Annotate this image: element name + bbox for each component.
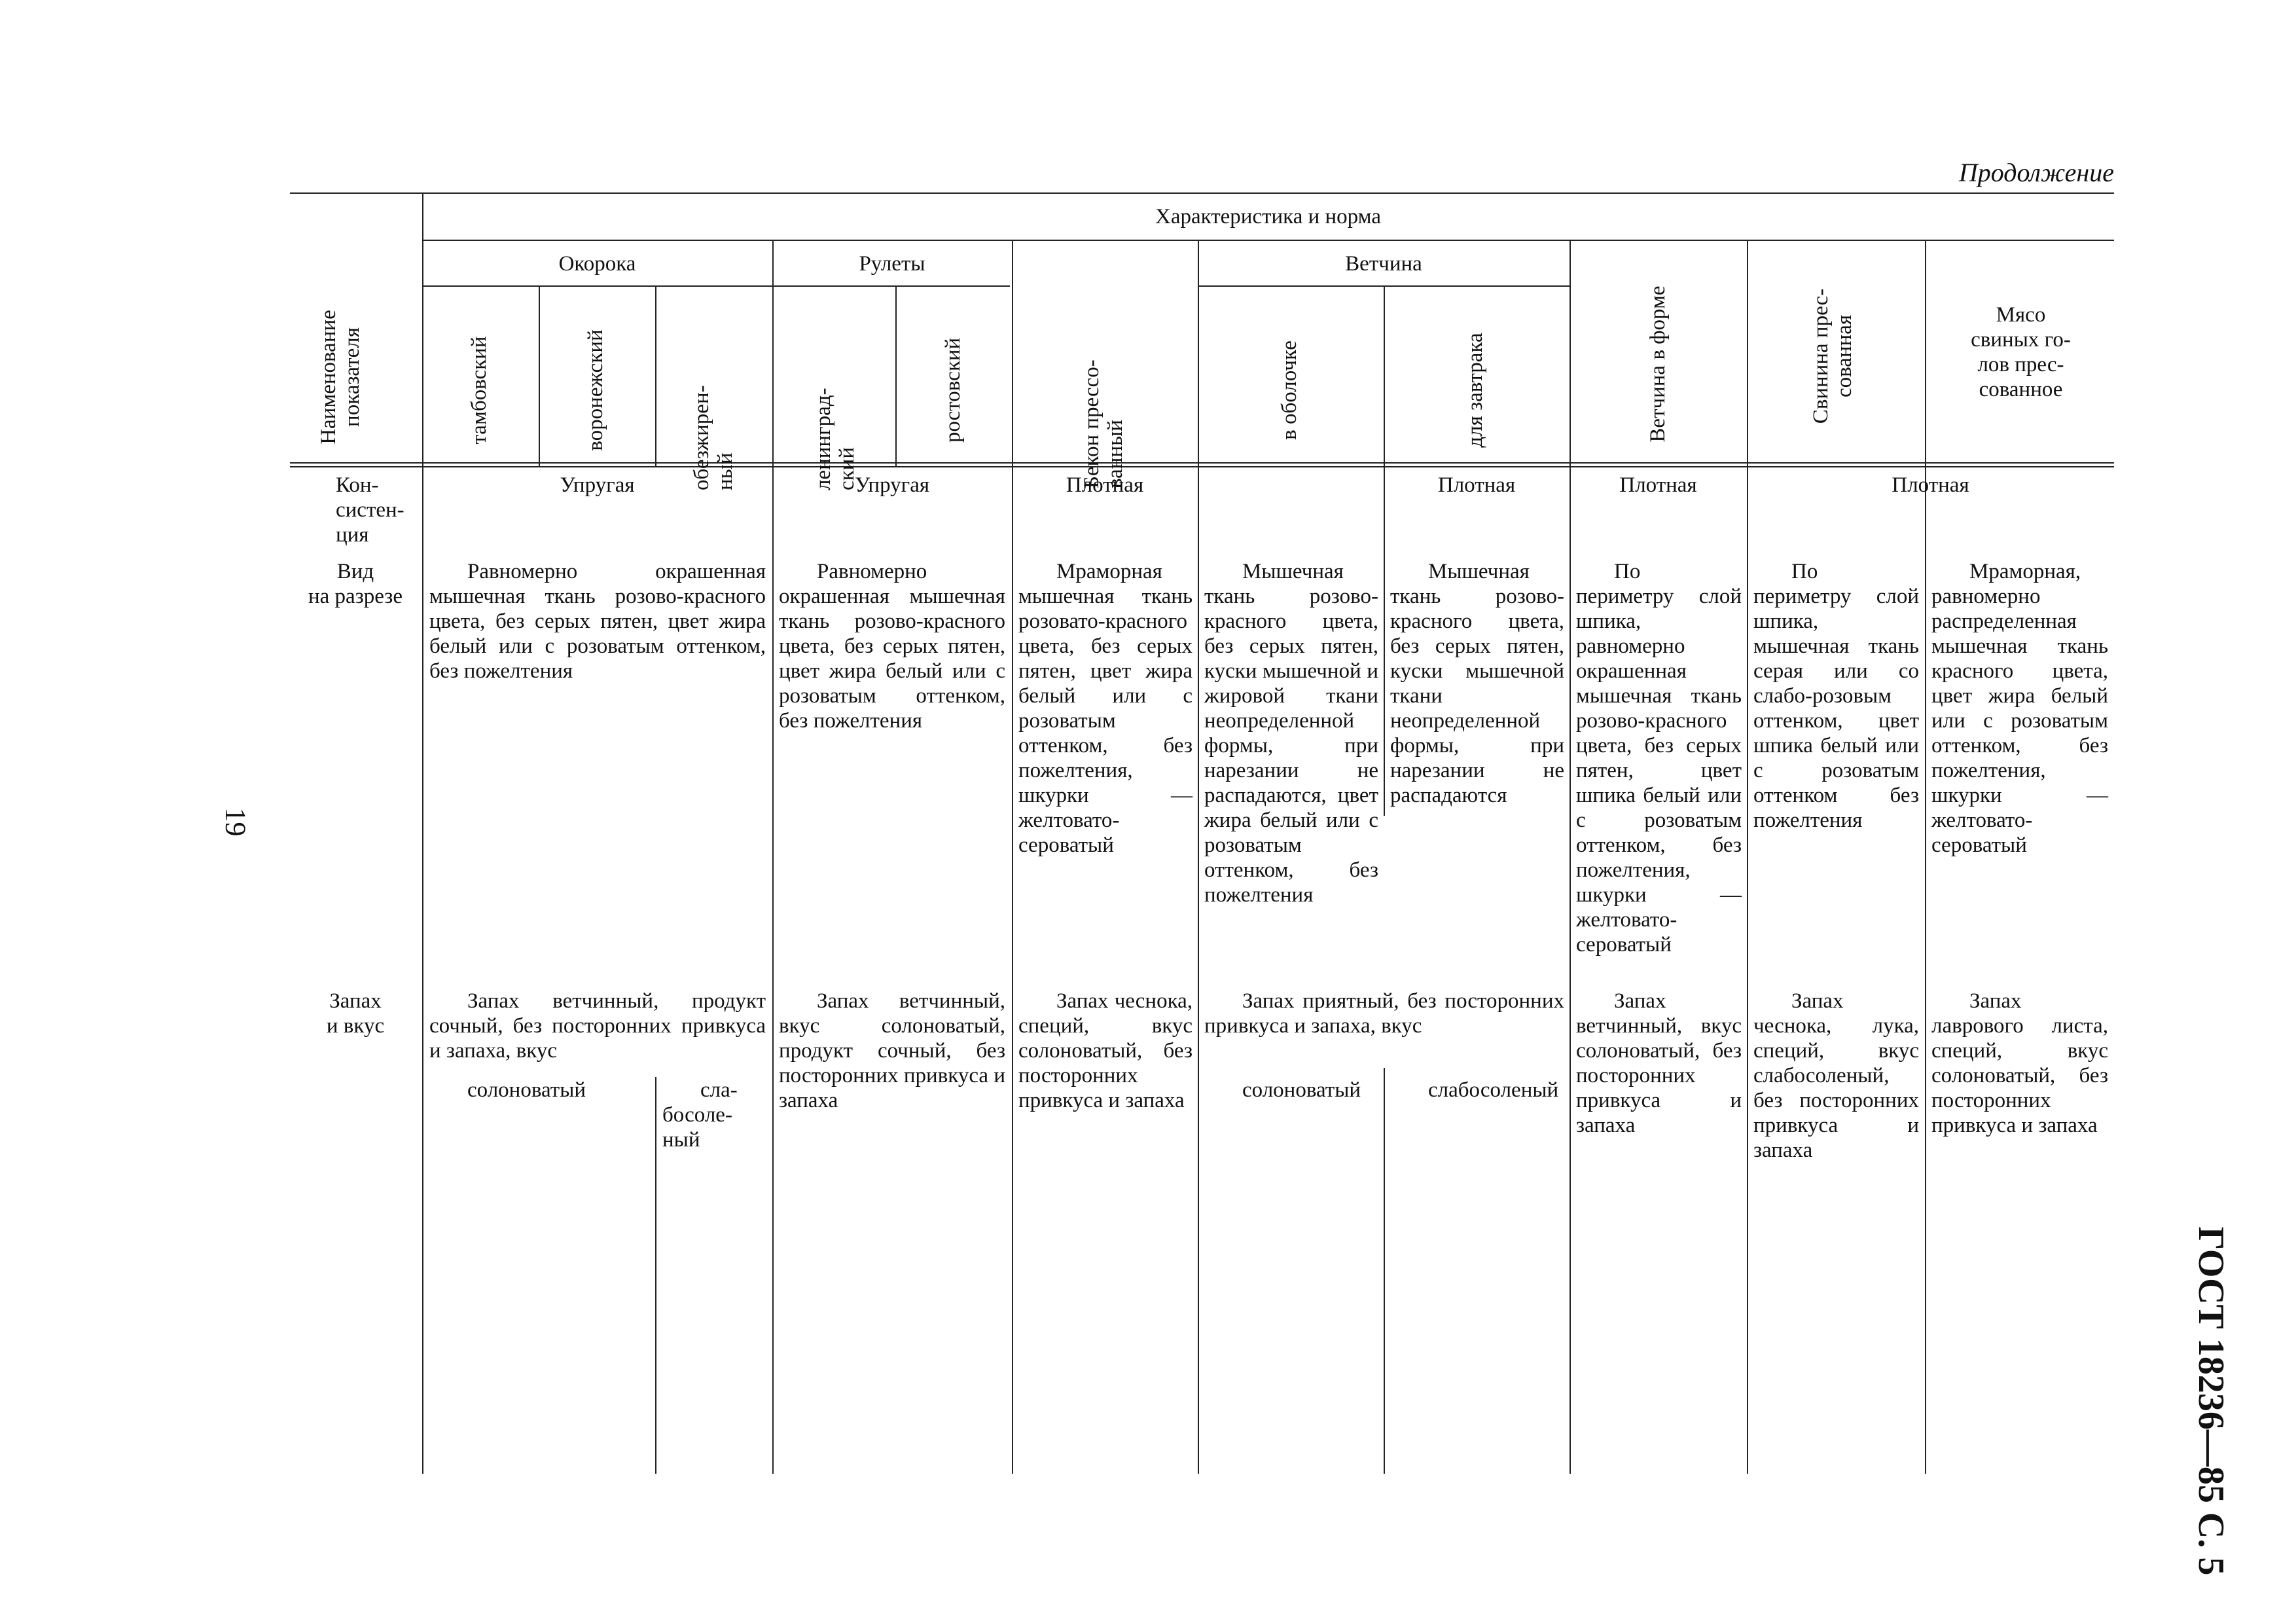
characteristic-rule: [422, 240, 2114, 241]
zapah-vetchina-slabosoleny: слабосоленый: [1428, 1078, 1559, 1102]
col-divider-vetchina-sub-header: [1384, 285, 1385, 816]
zapah-vetchina: Запах приятный, без посторонних привкуса и запаха, вкус: [1204, 989, 1564, 1038]
row-label-zapah: Запах и вкус: [326, 989, 385, 1038]
gost-standard-footer: ГОСТ 18236—85 С. 5: [2191, 1226, 2231, 1576]
header-group-rulety: Рулеты: [859, 252, 925, 276]
header-characteristic: Характеристика и норма: [1155, 205, 1381, 228]
header-bottom-rule-1: [290, 462, 2114, 464]
konsistenciya-dlya-zavtraka: Плотная: [1437, 473, 1516, 497]
vid-rulety: Равномерно окрашенная мышечная ткань розово-красного цвета, без серых пятен, цвет жира белый или с розоватым оттенком, без пожелтения: [779, 560, 1005, 733]
continuation-label: Продолжение: [1958, 158, 2114, 187]
header-stub-label: Наименование показателя: [317, 310, 364, 445]
zapah-okoroka: Запах ветчинный, продукт сочный, без посторонних привкуса и запаха, вкус: [429, 989, 766, 1063]
header-col-rostovsky: ростовский: [941, 337, 965, 443]
col-divider-leningradsky: [895, 285, 897, 466]
zapah-okoroka-slabosoleny: сла- босоле- ный: [662, 1078, 738, 1152]
col-divider-okoroka-sub: [655, 1077, 656, 1474]
col-divider-okoroka-rulety: [772, 240, 774, 1474]
col-divider-bekon-vetchina: [1198, 240, 1199, 1474]
vid-vetchina-v-forme: По периметру слой шпика, равномерно окрашенная мышечная ткань розово-красного цвета, без серых пятен, цвет шпика белый или с розоватым оттенком, без пожелтения, шкурки — желтовато-сероватый: [1576, 560, 1742, 957]
col-divider-vetchina-forme: [1570, 240, 1571, 1474]
zapah-svinina: Запах чеснока, лука, специй, вкус слабосоленый, без посторонних привкуса и запаха: [1753, 989, 1919, 1162]
row-label-konsistenciya: Кон- систен- ция: [336, 473, 404, 547]
page-number: 19: [219, 807, 252, 837]
header-group-okoroka: Окорока: [558, 252, 636, 276]
col-divider-vetchina-sub-body: [1384, 1068, 1385, 1474]
header-group-vetchina: Ветчина: [1345, 252, 1422, 276]
col-divider-rulety-bekon: [1012, 240, 1013, 1474]
row-label-vid: Вид на разрезе: [308, 560, 403, 608]
vid-myaso: Мраморная, равномерно распределенная мышечная ткань красного цвета, цвет жира белый или с розоватым оттенком, без пожелтения, шкурки — желтовато-сероватый: [1931, 560, 2108, 857]
header-col-tambovsky: тамбовский: [467, 336, 491, 445]
col-divider-tambovsky: [539, 285, 540, 466]
zapah-okoroka-solonovaty: солоноватый: [467, 1078, 586, 1102]
vid-v-obolochke: Мышечная ткань розово-красного цвета, без серых пятен, куски мышечной и жировой ткани неопределенной формы, при нарезании не распадаются, цвет жира белый или с розоватым оттенком, без пожелтения: [1204, 560, 1378, 907]
konsistenciya-okoroka: Упругая: [560, 473, 635, 497]
zapah-vetchina-v-forme: Запах ветчинный, вкус солоноватый, без посторонних привкуса и запаха: [1576, 989, 1742, 1137]
zapah-vetchina-solonovaty: солоноватый: [1242, 1078, 1361, 1102]
header-col-svinina: Свинина прес- сованная: [1809, 288, 1856, 424]
vid-okoroka: Равномерно окрашенная мышечная ткань розово-красного цвета, без серых пятен, цвет жира белый или с розоватым оттенком, без пожелтения: [429, 560, 766, 683]
group-rule-okoroka-rulety: [422, 285, 1010, 287]
header-col-vetchina-v-forme: Ветчина в форме: [1646, 285, 1670, 443]
col-divider-svinina: [1747, 240, 1748, 1474]
konsistenciya-vetchina-v-forme: Плотная: [1619, 473, 1697, 497]
konsistenciya-rulety: Упругая: [854, 473, 930, 497]
vid-svinina: По периметру слой шпика, мышечная ткань серая или со слабо-розовым оттенком, цвет шпика белый или с розоватым оттенком без пожелтения: [1753, 560, 1919, 832]
table-top-rule: [290, 192, 2114, 194]
stub-divider: [422, 192, 423, 1474]
header-col-v-obolochke: в оболочке: [1278, 340, 1301, 440]
zapah-bekon: Запах чеснока, специй, вкус солоноватый, без посторонних привкуса и запаха: [1018, 989, 1193, 1112]
zapah-rulety: Запах ветчинный, вкус солоноватый, продукт сочный, без посторонних привкуса и запаха: [779, 989, 1005, 1112]
header-bottom-rule-2: [290, 466, 2114, 467]
header-col-voronezhsky: воронежский: [584, 329, 607, 451]
vid-bekon: Мраморная мышечная ткань розовато-красного цвета, без серых пятен, цвет жира белый или с розоватым оттенком, без пожелтения, шкурки — желтовато-сероватый: [1018, 560, 1193, 857]
header-col-myaso: Мясо свиных го- лов прес- сованное: [1971, 303, 2071, 401]
header-col-bekon: Бекон прессо- ванный: [1080, 359, 1127, 488]
konsistenciya-bekon: Плотная: [1066, 473, 1144, 497]
col-divider-myaso: [1925, 240, 1926, 1474]
header-col-dlya-zavtraka: для завтрака: [1463, 333, 1487, 448]
col-divider-voronezhsky: [655, 285, 656, 466]
header-col-obezzhirenny: обезжирен- ный: [690, 385, 737, 490]
zapah-myaso: Запах лаврового листа, специй, вкус солоноватый, без посторонних привкуса и запаха: [1931, 989, 2108, 1137]
header-col-leningradsky: ленинград- ский: [812, 388, 859, 490]
vid-dlya-zavtraka: Мышечная ткань розово-красного цвета, без серых пятен, куски мышечной ткани неопределенной формы, при нарезании не распадаются: [1390, 560, 1564, 807]
konsistenciya-svinina-myaso: Плотная: [1892, 473, 1969, 497]
